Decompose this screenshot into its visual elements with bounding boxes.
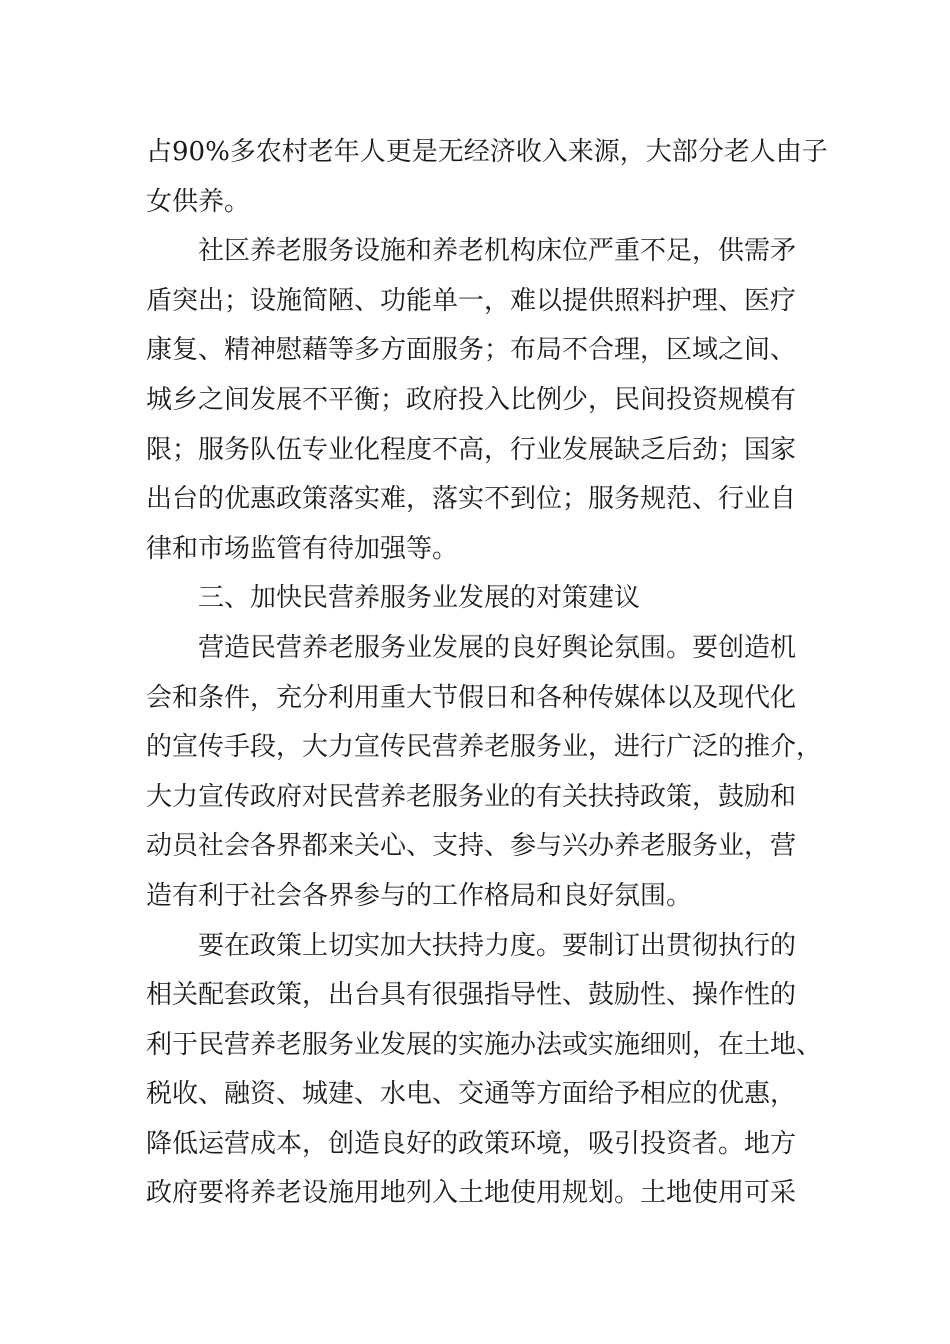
document-body — [146, 128, 828, 1219]
paragraph-public-opinion — [146, 624, 823, 922]
text-line: 城乡之间发展不平衡；政府投入比例少，民间投资规模有 — [146, 384, 797, 415]
text-line: 动员社会各界都来关心、支持、参与兴办养老服务业，营 — [146, 831, 797, 862]
paragraph-income — [146, 128, 828, 227]
text-line: 占90%多农村老年人更是无经济收入来源，大部分老人由子 — [146, 137, 828, 167]
text-line: 限；服务队伍专业化程度不高，行业发展缺乏后劲；国家 — [146, 434, 797, 465]
text-line: 出台的优惠政策落实难，落实不到位；服务规范、行业自 — [146, 484, 797, 515]
text-line: 女供养。 — [146, 186, 251, 217]
section-heading-text: 三、加快民营养服务业发展的对策建议 — [198, 583, 641, 614]
text-line: 降低运营成本，创造良好的政策环境，吸引投资者。地方 — [146, 1128, 797, 1159]
paragraph-policy-support — [146, 922, 823, 1220]
text-line: 造有利于社会各界参与的工作格局和良好氛围。 — [146, 880, 693, 911]
section-heading-3 — [146, 574, 806, 624]
text-line: 营造民营养老服务业发展的良好舆论氛围。要创造机 — [198, 632, 797, 663]
text-line: 要在政策上切实加大扶持力度。要制订出贯彻执行的 — [198, 930, 797, 961]
text-line: 相关配套政策，出台具有很强指导性、鼓励性、操作性的 — [146, 980, 797, 1011]
text-line: 的宣传手段，大力宣传民营养老服务业，进行广泛的推介， — [146, 732, 823, 763]
text-line: 社区养老服务设施和养老机构床位严重不足，供需矛 — [198, 236, 797, 267]
paragraph-facilities — [146, 227, 806, 574]
text-line: 政府要将养老设施用地列入土地使用规划。土地使用可采 — [146, 1178, 797, 1209]
text-line: 盾突出；设施简陋、功能单一，难以提供照料护理、医疗 — [146, 285, 797, 316]
text-line: 大力宣传政府对民营养老服务业的有关扶持政策，鼓励和 — [146, 781, 797, 812]
text-line: 会和条件，充分利用重大节假日和各种传媒体以及现代化 — [146, 682, 797, 713]
text-line: 税收、融资、城建、水电、交通等方面给予相应的优惠， — [146, 1079, 797, 1110]
text-line: 律和市场监管有待加强等。 — [146, 533, 459, 564]
text-line: 利于民营养老服务业发展的实施办法或实施细则，在土地、 — [146, 1029, 823, 1060]
text-line: 康复、精神慰藉等多方面服务；布局不合理，区域之间、 — [146, 335, 797, 366]
